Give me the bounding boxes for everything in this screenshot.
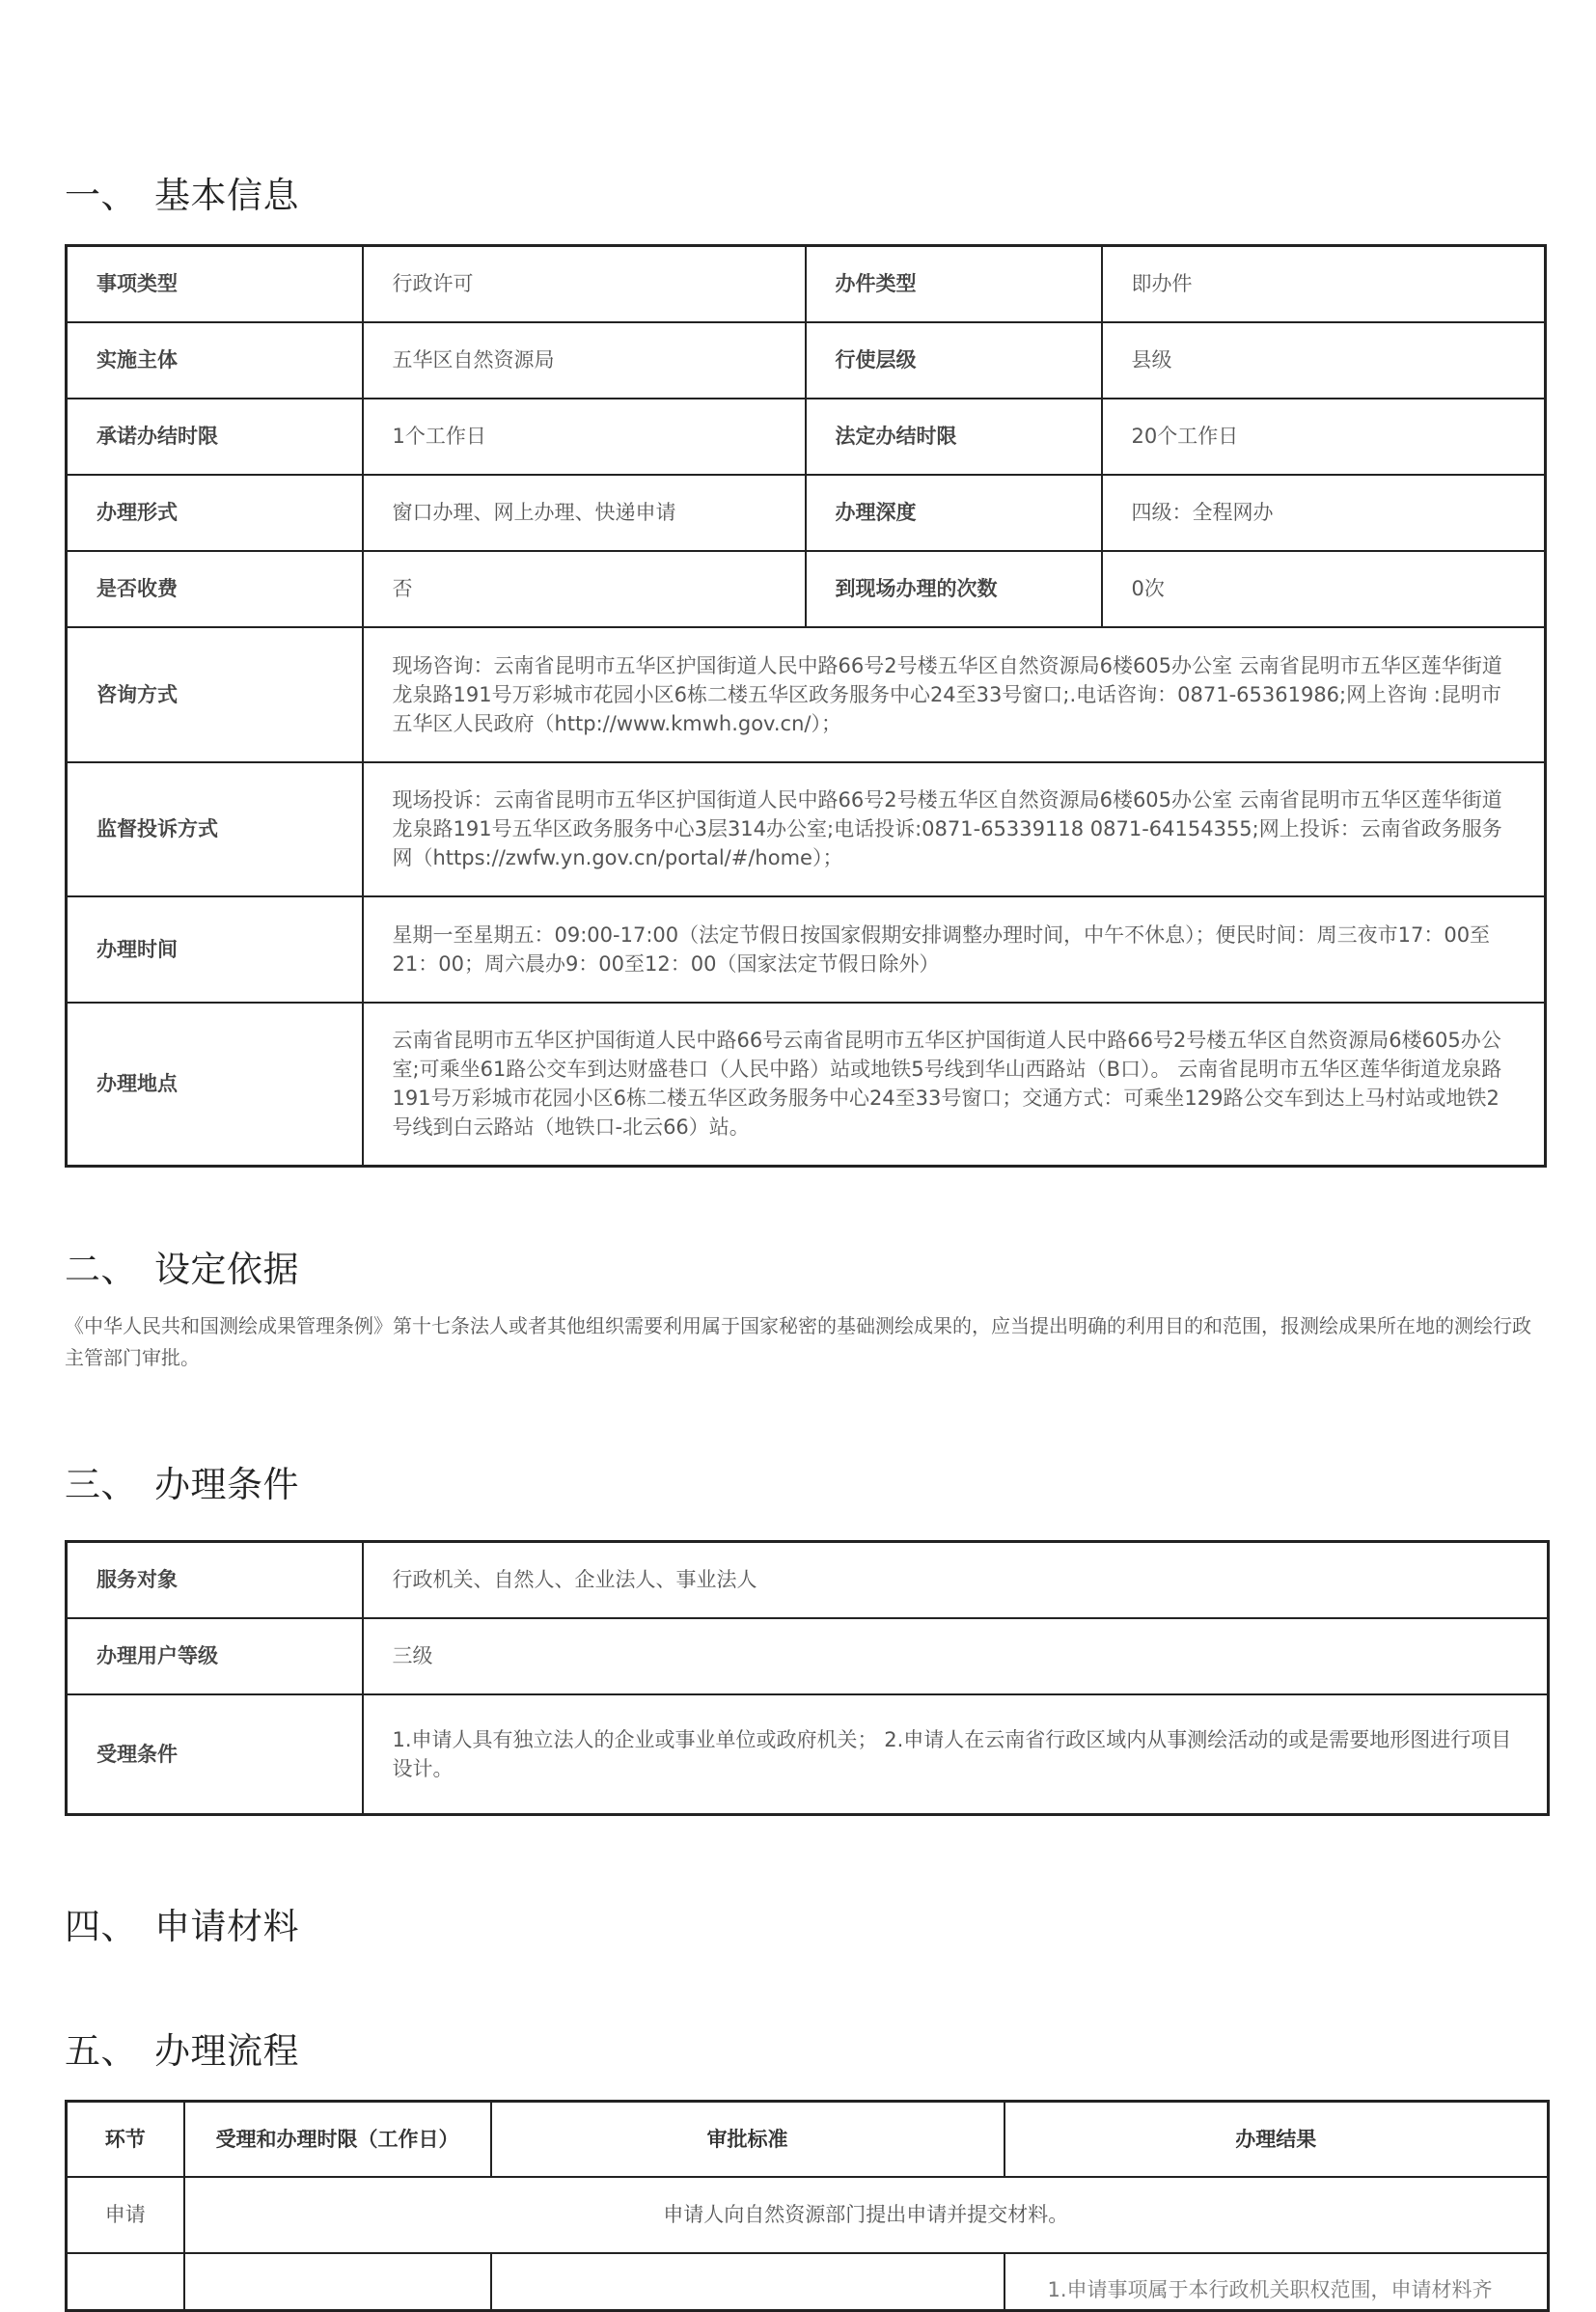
field-label: 服务对象 [67, 1542, 363, 1618]
step-description: 申请人向自然资源部门提出申请并提交材料。 [184, 2177, 1549, 2253]
field-value: 即办件 [1102, 246, 1546, 322]
field-label: 行使层级 [806, 322, 1102, 399]
field-label: 办理深度 [806, 475, 1102, 551]
field-value: 现场投诉：云南省昆明市五华区护国街道人民中路66号2号楼五华区自然资源局6楼605办公室 云南省昆明市五华区莲华街道龙泉路191号五华区政务服务中心3层314办公室;电话投诉:0871-65339118 0871-64154355;网上投诉：云南省政务服务网（https://zwfw.yn.gov.cn/portal/#/home）； [363, 762, 1546, 896]
section-number: 三、 [65, 1464, 137, 1505]
step-cell [67, 2253, 184, 2311]
section-title: 申请材料 [154, 1906, 299, 1947]
field-label: 是否收费 [67, 551, 363, 627]
process-table [65, 2100, 1550, 2312]
column-header: 审批标准 [491, 2102, 1004, 2177]
section-number: 四、 [65, 1906, 137, 1947]
table-row [67, 2177, 1549, 2253]
field-label: 办理时间 [67, 896, 363, 1003]
result-cell: 1.申请事项属于本行政机关职权范围，申请材料齐 [1004, 2253, 1549, 2311]
table-row [67, 896, 1546, 1003]
section-title: 设定依据 [154, 1249, 299, 1290]
table-row [67, 2253, 1549, 2311]
section-heading-materials [65, 1897, 299, 1949]
field-label: 实施主体 [67, 322, 363, 399]
field-label: 办理用户等级 [67, 1618, 363, 1694]
table-row [67, 475, 1546, 551]
field-value: 星期一至星期五：09:00-17:00（法定节假日按国家假期安排调整办理时间，中午不休息）；便民时间：周三夜市17：00至21：00；周六晨办9：00至12：00（国家法定节假日除外） [363, 896, 1546, 1003]
field-value: 现场咨询：云南省昆明市五华区护国街道人民中路66号2号楼五华区自然资源局6楼605办公室 云南省昆明市五华区莲华街道龙泉路191号万彩城市花园小区6栋二楼五华区政务服务中心24至33号窗口;.电话咨询：0871-65361986;网上咨询 :昆明市五华区人民政府（http://www.kmwh.gov.cn/）； [363, 627, 1546, 762]
field-label: 办理地点 [67, 1003, 363, 1167]
column-header: 办理结果 [1004, 2102, 1549, 2177]
field-value: 否 [363, 551, 806, 627]
table-row [67, 246, 1546, 322]
basic-info-table [65, 244, 1547, 1168]
table-row [67, 762, 1546, 896]
section-title: 基本信息 [154, 175, 299, 216]
section-number: 二、 [65, 1249, 137, 1290]
table-row [67, 322, 1546, 399]
field-value: 三级 [363, 1618, 1549, 1694]
field-label: 办件类型 [806, 246, 1102, 322]
step-cell: 申请 [67, 2177, 184, 2253]
column-header: 环节 [67, 2102, 184, 2177]
time-limit-cell [184, 2253, 491, 2311]
table-row [67, 1003, 1546, 1167]
field-label: 承诺办结时限 [67, 399, 363, 475]
table-row [67, 1618, 1549, 1694]
field-value: 20个工作日 [1102, 399, 1546, 475]
section-number: 五、 [65, 2030, 137, 2072]
column-header: 受理和办理时限（工作日） [184, 2102, 491, 2177]
field-label: 办理形式 [67, 475, 363, 551]
field-label: 事项类型 [67, 246, 363, 322]
standard-cell [491, 2253, 1004, 2311]
field-value: 行政机关、自然人、企业法人、事业法人 [363, 1542, 1549, 1618]
section-heading-basic-info [65, 166, 299, 218]
table-row [67, 1694, 1549, 1815]
table-row [67, 399, 1546, 475]
field-label: 到现场办理的次数 [806, 551, 1102, 627]
conditions-table [65, 1540, 1550, 1816]
field-value: 1个工作日 [363, 399, 806, 475]
legal-basis-text: 《中华人民共和国测绘成果管理条例》第十七条法人或者其他组织需要利用属于国家秘密的基础测绘成果的，应当提出明确的利用目的和范围，报测绘成果所在地的测绘行政主管部门审批。 [65, 1314, 1531, 1369]
field-label: 咨询方式 [67, 627, 363, 762]
table-header-row [67, 2102, 1549, 2177]
section-title: 办理流程 [154, 2030, 299, 2072]
field-value: 五华区自然资源局 [363, 322, 806, 399]
section-heading-legal-basis [65, 1240, 299, 1292]
section-heading-conditions [65, 1455, 299, 1507]
table-row [67, 627, 1546, 762]
field-value: 县级 [1102, 322, 1546, 399]
field-value: 云南省昆明市五华区护国街道人民中路66号云南省昆明市五华区护国街道人民中路66号2号楼五华区自然资源局6楼605办公室;可乘坐61路公交车到达财盛巷口（人民中路）站或地铁5号线到华山西路站（B口）。 云南省昆明市五华区莲华街道龙泉路191号万彩城市花园小区6栋二楼五华区政务服务中心24至33号窗口；交通方式：可乘坐129路公交车到达上马村站或地铁2号线到白云路站（地铁口-北云66）站。 [363, 1003, 1546, 1167]
field-value: 0次 [1102, 551, 1546, 627]
field-label: 法定办结时限 [806, 399, 1102, 475]
field-value: 1.申请人具有独立法人的企业或事业单位或政府机关； 2.申请人在云南省行政区域内从事测绘活动的或是需要地形图进行项目设计。 [363, 1694, 1549, 1815]
section-number: 一、 [65, 175, 137, 216]
field-value: 窗口办理、网上办理、快递申请 [363, 475, 806, 551]
section-title: 办理条件 [154, 1464, 299, 1505]
field-label: 受理条件 [67, 1694, 363, 1815]
field-value: 四级：全程网办 [1102, 475, 1546, 551]
field-value: 行政许可 [363, 246, 806, 322]
table-row [67, 551, 1546, 627]
section-heading-process [65, 2022, 299, 2074]
field-label: 监督投诉方式 [67, 762, 363, 896]
table-row [67, 1542, 1549, 1618]
